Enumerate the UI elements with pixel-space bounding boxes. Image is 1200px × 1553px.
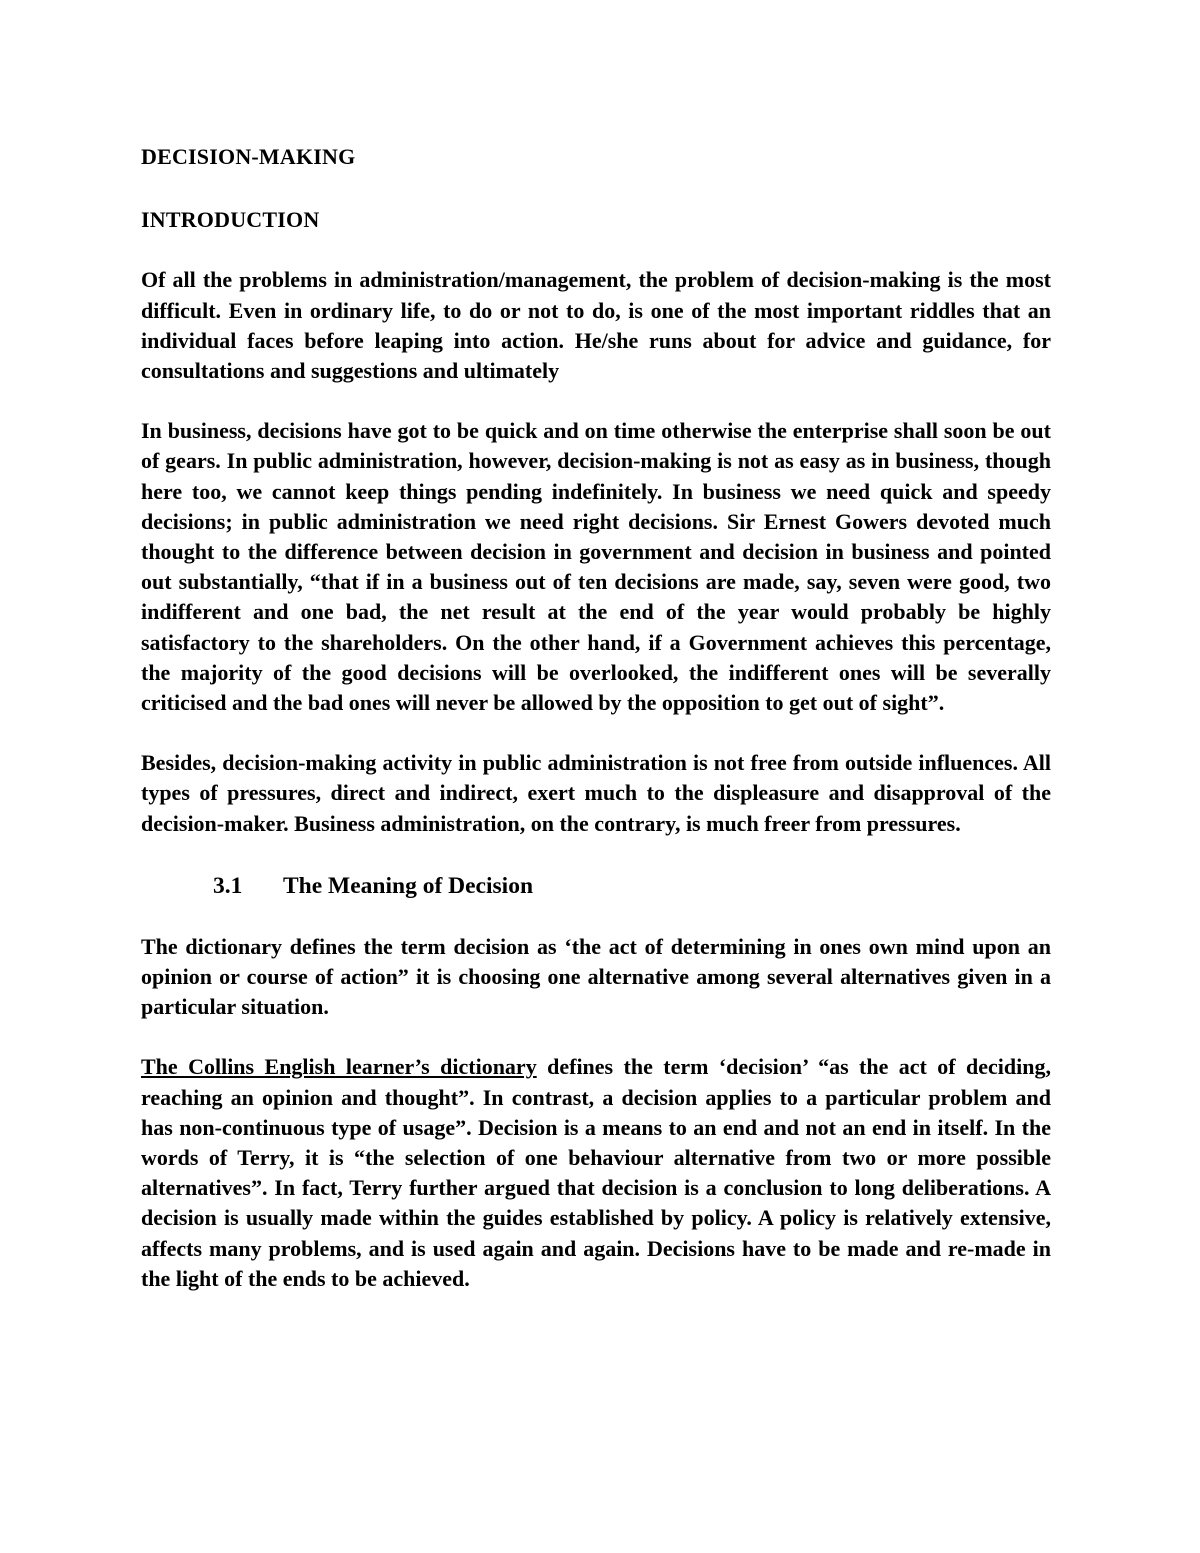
paragraph-meaning-2-text: defines the term ‘decision’ “as the act of deciding, reaching an opinion and thought”. In contrast, a decision applies to a particular problem and has non-continuous type of usage”. Decision is a means to an end and not an end in itself. In the words of Terry, it is “the selection of one behaviour alternative from two or more possible alternatives”. In fact, Terry further argued that decision is a conclusion to long deliberations. A decision is usually made within the guides established by policy. A policy is relatively extensive, affects many problems, and is used again and again. Decisions have to be made and re-made in the light of the ends to be achieved. [141, 1054, 1051, 1291]
paragraph-intro-1: Of all the problems in administration/management, the problem of decision-making is the most difficult. Even in ordinary life, to do or not to do, is one of the most important riddles that an individual faces before leaping into action. He/she runs about for advice and guidance, for consultations and suggestions and ultimately [141, 267, 1051, 384]
document-page [141, 142, 1051, 1294]
document-title: DECISION-MAKING [141, 144, 356, 169]
paragraph-intro-2: In business, decisions have got to be quick and on time otherwise the enterprise shall soon be out of gears. In public administration, however, decision-making is not as easy as in business, though here too, we cannot keep things pending indefinitely. In business we need quick and speedy decisions; in public administration we need right decisions. Sir Ernest Gowers devoted much thought to the difference between decision in government and decision in business and pointed out substantially, “that if in a business out of ten decisions are made, say, seven were good, two indifferent and one bad, the net result at the end of the year would probably be highly satisfactory to the shareholders. On the other hand, if a Government achieves this percentage, the majority of the good decisions will be overlooked, the indifferent ones will be severally criticised and the bad ones will never be allowed by the opposition to get out of sight”. [141, 418, 1051, 716]
section-number: 3.1 [213, 872, 243, 899]
paragraph-intro-3: Besides, decision-making activity in public administration is not free from outside influences. All types of pressures, direct and indirect, exert much to the displeasure and disapproval of the decision-maker. Business administration, on the contrary, is much freer from pressures. [141, 750, 1051, 836]
paragraph-meaning-2 [141, 1052, 1051, 1294]
intro-heading: INTRODUCTION [141, 207, 320, 233]
section-heading [141, 871, 1051, 901]
section-title: The Meaning of Decision [283, 872, 534, 899]
dictionary-reference: The Collins English learner’s dictionary [141, 1054, 537, 1080]
paragraph-meaning-1: The dictionary defines the term decision as ‘the act of determining in ones own mind upon an opinion or course of action” it is choosing one alternative among several alternatives given in a particular situation. [141, 933, 1051, 1020]
